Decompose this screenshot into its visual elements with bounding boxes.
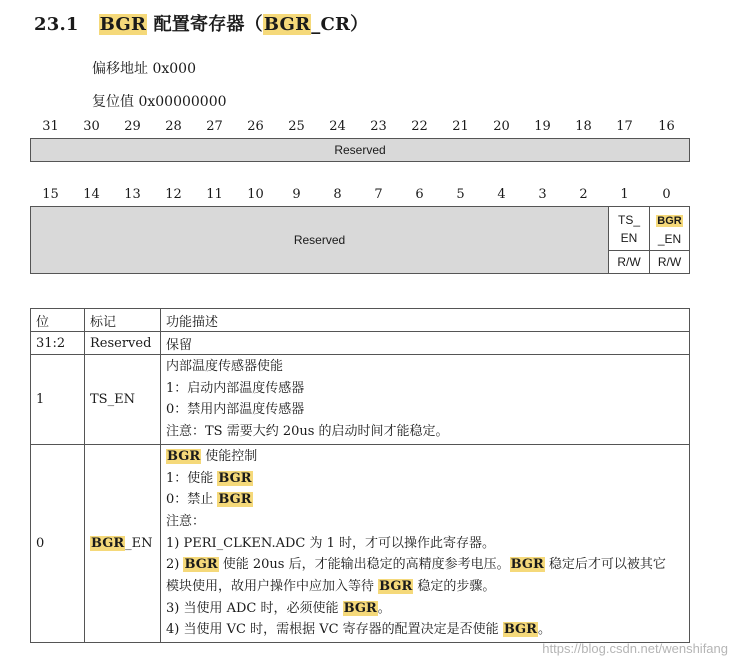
desc-line [166,598,684,620]
bit-number: 25 [288,119,305,134]
bit-number: 31 [42,119,59,134]
hl-bgr: BGR [218,492,252,508]
row-mark: Reserved [85,332,161,355]
desc-line [166,576,684,598]
hl-bgr: BGR [379,579,413,595]
watermark: https://blog.csdn.net/wenshifang [542,641,728,656]
ts-en-access: R/W [617,255,641,269]
hl-bgr: BGR [510,557,544,573]
lower-reserved-field [31,207,609,273]
ts-en-name-line2: EN [620,231,638,245]
ts-en-field [609,207,650,273]
desc-line: 内部温度传感器使能 [166,359,284,374]
bgr-en-name-line2: _EN [657,232,682,246]
upper-bit-numbers [30,119,690,135]
row-bit: 1 [31,355,85,445]
text: 0：禁止 [166,492,218,508]
bit-number: 21 [452,119,469,134]
bit-number: 15 [42,187,59,202]
bit-number: 11 [206,187,223,202]
bit-number: 19 [534,119,551,134]
header-bit: 位 [31,309,85,332]
text: 使能控制 [201,448,258,464]
text: 3) 当使用 ADC 时，必须使能 [166,600,343,616]
bit-number: 16 [658,119,675,134]
header-description: 功能描述 [161,309,690,332]
desc-line: 1) PERI_CLKEN.ADC 为 1 时，才可以操作此寄存器。 [166,535,496,551]
desc-line [166,619,684,641]
row-bit: 31:2 [31,332,85,355]
bit-number: 23 [370,119,387,134]
row-desc: 保留 [161,332,690,355]
text: 2) [166,557,184,573]
row-desc [161,355,690,445]
reset-value: 复位值 0x00000000 [92,94,227,110]
bit-number: 5 [456,187,465,202]
hl-bgr: BGR [167,448,201,464]
table-row [31,332,690,355]
row-bit: 0 [31,444,85,642]
ts-en-name-line1: TS_ [617,213,640,227]
bit-number: 4 [497,187,506,202]
text: 。 [537,622,551,638]
desc-line [166,446,684,468]
lower-reserved-label: Reserved [293,233,346,247]
section-number: 23.1 [34,14,79,35]
row-mark [85,444,161,642]
hl-bgr: BGR [218,470,252,486]
bit-number: 3 [538,187,547,202]
bgr-en-field [650,207,689,273]
bit-number: 17 [616,119,633,134]
bit-number: 2 [579,187,588,202]
offset-address: 偏移地址 0x000 [92,61,196,77]
bgr-en-name-line1: BGR [657,215,682,227]
upper-reserved-label: Reserved [334,143,386,157]
header-mark: 标记 [85,309,161,332]
hl-bgr: BGR [343,600,377,616]
section-title [34,10,368,36]
desc-line: 注意： [166,513,206,529]
lower-register-row [30,206,690,274]
desc-line: 注意：TS 需要大约 20us 的启动时间才能稳定。 [166,424,449,440]
hl-bgr: BGR [184,557,218,573]
text: 模块使用，故用户操作中应加入等待 [166,579,379,595]
bit-number: 27 [206,119,223,134]
desc-line: 0：禁用内部温度传感器 [166,402,305,418]
desc-line: 1：启动内部温度传感器 [166,380,305,396]
bit-number: 0 [662,187,671,202]
text: 4) 当使用 VC 时，需根据 VC 寄存器的配置决定是否使能 [166,622,503,638]
bit-description-table [30,308,690,643]
title-text: 配置寄存器（ [147,14,263,35]
hl-bgr: BGR [503,622,537,638]
bit-number: 28 [165,119,182,134]
desc-line [166,468,684,490]
bit-number: 30 [83,119,100,134]
text: 稳定的步骤。 [413,579,496,595]
title-suffix: _CR） [311,14,369,35]
bit-number: 9 [292,187,301,202]
text: 1：使能 [166,470,218,486]
bit-number: 12 [165,187,182,202]
bit-number: 13 [124,187,141,202]
bit-number: 22 [411,119,428,134]
bit-number: 29 [124,119,141,134]
bit-number: 6 [415,187,424,202]
bit-number: 18 [575,119,592,134]
bit-number: 8 [333,187,342,202]
upper-reserved-field [30,138,690,162]
text: 使能 20us 后，才能输出稳定的高精度参考电压。 [218,557,510,573]
row-desc [161,444,690,642]
text: 。 [377,600,391,616]
table-header-row [31,309,690,332]
bit-number: 1 [620,187,629,202]
bit-number: 20 [493,119,510,134]
bit-number: 10 [247,187,264,202]
mark-rest: _EN [125,535,153,551]
text: 稳定后才可以被其它 [544,557,666,573]
bit-number: 14 [83,187,100,202]
table-row [31,355,690,445]
desc-line [166,554,684,576]
title-highlight-bgr: BGR [99,14,147,35]
bit-number: 24 [329,119,346,134]
bit-number: 26 [247,119,264,134]
bit-number: 7 [374,187,383,202]
title-highlight-bgr-2: BGR [263,14,311,35]
bgr-en-access: R/W [657,255,682,269]
lower-bit-numbers [30,187,690,203]
desc-line [166,489,684,511]
table-row [31,444,690,642]
row-mark: TS_EN [85,355,161,445]
mark-highlight: BGR [91,535,125,551]
